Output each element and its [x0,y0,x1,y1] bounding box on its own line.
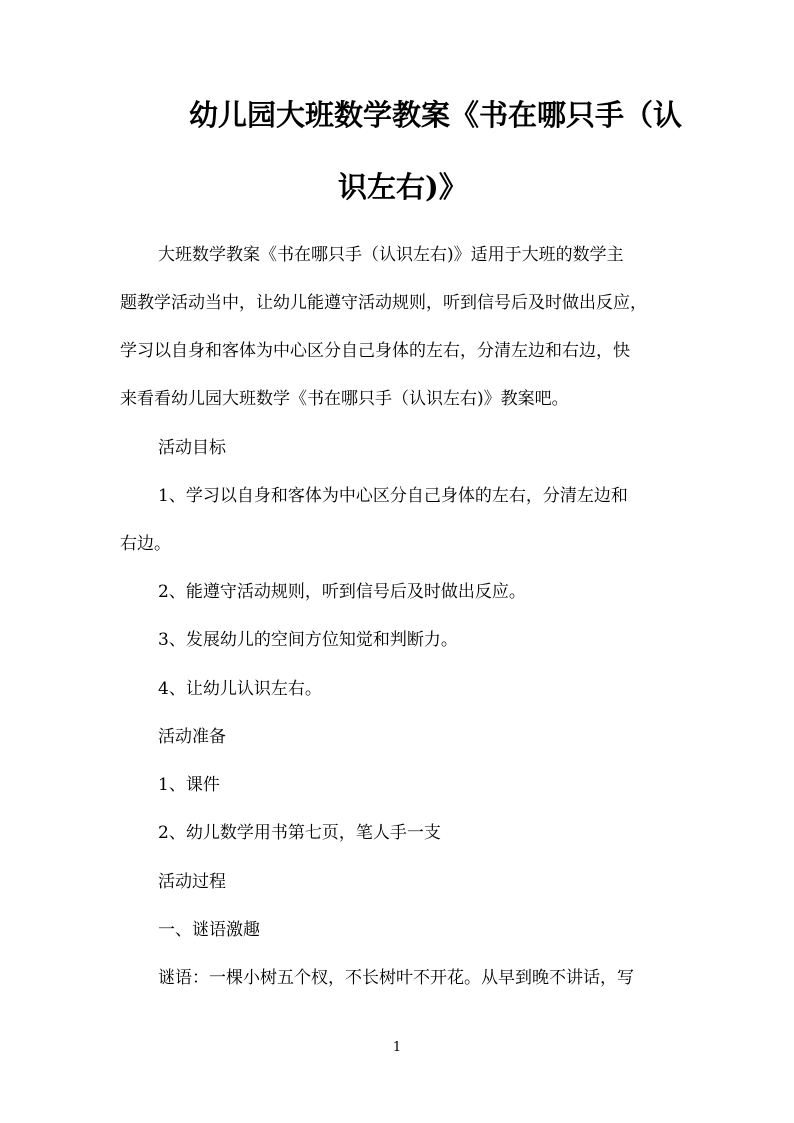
intro-line-4: 来看看幼儿园大班数学《书在哪只手（认识左右)》教案吧。 [120,389,569,409]
goal-item-1-line-2: 右边。 [120,534,171,554]
document-title-line-2: 识左右)》 [338,170,468,204]
goal-item-3: 3、发展幼儿的空间方位知觉和判断力。 [158,630,458,650]
intro-line-2: 题教学活动当中，让幼儿能遵守活动规则，听到信号后及时做出反应， [120,293,647,313]
document-title-line-1: 幼儿园大班数学教案《书在哪只手（认 [189,98,683,132]
process-heading: 活动过程 [158,872,226,892]
prep-item-2: 2、幼儿数学用书第七页，笔人手一支 [158,823,441,843]
riddle-text: 谜语：一棵小树五个杈，不长树叶不开花。从早到晚不讲话，写 [158,968,634,988]
goal-item-4: 4、让幼儿认识左右。 [158,679,322,699]
goals-heading: 活动目标 [158,438,226,458]
goal-item-2: 2、能遵守活动规则，听到信号后及时做出反应。 [158,582,526,602]
goal-item-1-line-1: 1、学习以自身和客体为中心区分自己身体的左右，分清左边和 [158,486,628,506]
prep-item-1: 1、课件 [158,775,220,795]
prep-heading: 活动准备 [158,727,226,747]
intro-line-1: 大班数学教案《书在哪只手（认识左右)》适用于大班的数学主 [158,245,624,265]
intro-line-3: 学习以自身和客体为中心区分自己身体的左右，分清左边和右边，快 [120,341,630,361]
process-step-1: 一、谜语激趣 [158,920,260,940]
page-number: 1 [392,1040,402,1055]
